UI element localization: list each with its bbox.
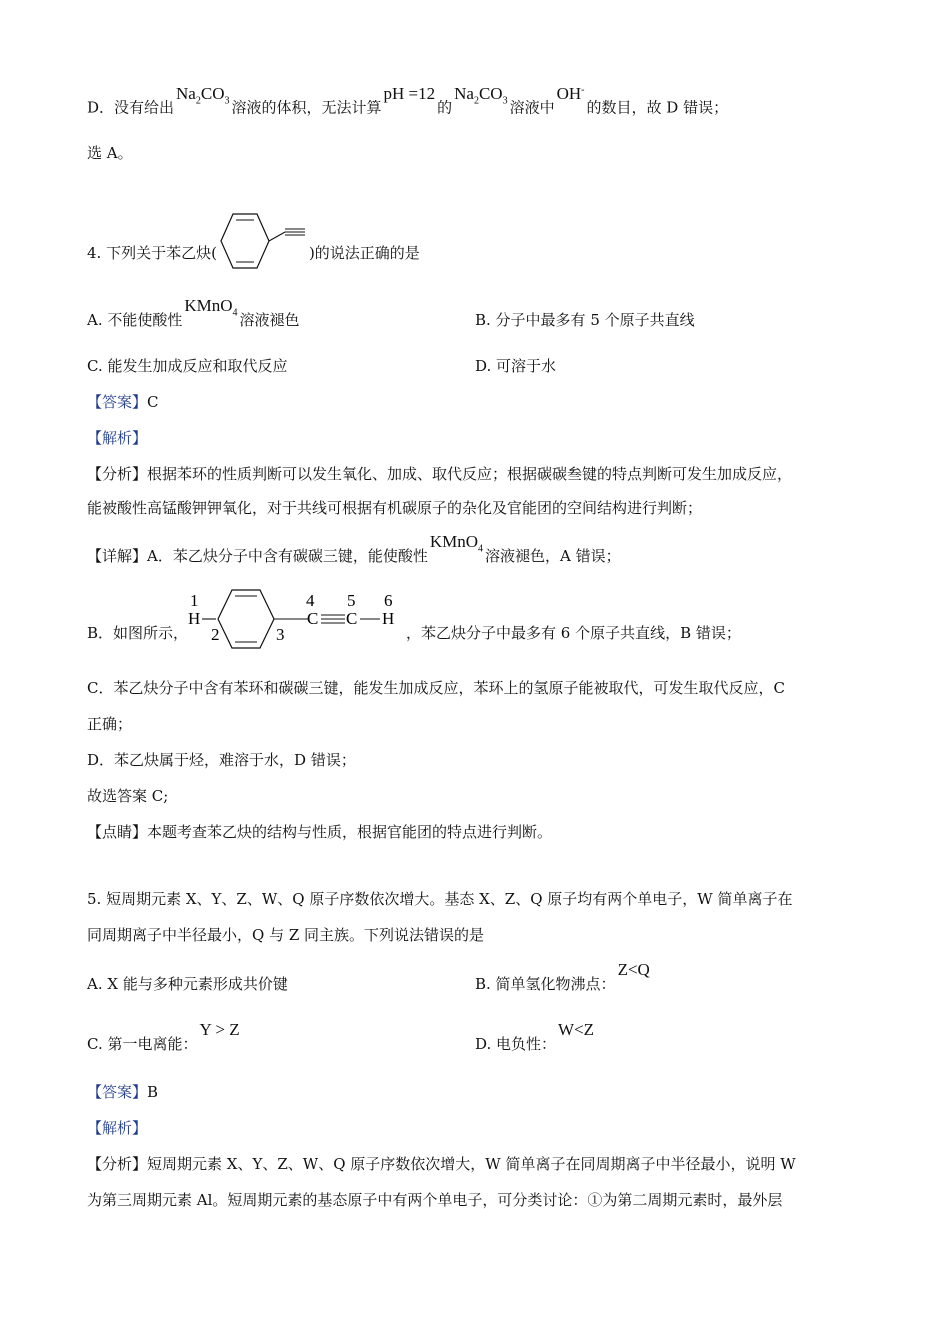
q4-detail-d: D．苯乙炔属于烃，难溶于水，D 错误； (87, 751, 356, 769)
q4-fenxi-line1: 【分析】根据苯环的性质判断可以发生氧化、加成、取代反应；根据碳碳叁键的特点判断可发生加成反应， (87, 465, 793, 483)
text: 4. 下列关于苯乙炔( (87, 244, 217, 262)
q4-option-b: B. 分子中最多有 5 个原子共直线 (475, 311, 695, 329)
formula-ph: pH =12 (383, 83, 436, 103)
formula-na2co3: $Na_2CO_3$ (176, 83, 230, 107)
svg-text:5: 5 (347, 591, 356, 610)
q4-option-d: D. 可溶于水 (475, 357, 557, 375)
q5-option-a: A. X 能与多种元素形成共价键 (87, 975, 288, 993)
q4-option-a: A. 不能使酸性KMnO$_4$ 溶液褪色 (87, 296, 300, 329)
formula-oh: OH- (556, 83, 585, 103)
q4-dianjing: 【点睛】本题考查苯乙炔的结构与性质，根据官能团的特点进行判断。 (87, 823, 553, 841)
q4-detail-b: B．如图所示， 1 H 2 3 4 C 5 C 6 H ，苯乙炔分子中最多有 6 个原子共直线，B 错误； (87, 618, 741, 650)
svg-text:H: H (382, 609, 395, 628)
q5-option-c: C. 第一电离能：Y > Z (87, 1020, 240, 1053)
q4-detail-a: 【详解】A．苯乙炔分子中含有碳碳三键，能使酸性KMnO$_4$ 溶液褪色，A 错误； (87, 532, 621, 565)
q5-answer: 【答案】B (87, 1083, 159, 1101)
svg-text:2: 2 (211, 625, 220, 644)
svg-text:1: 1 (190, 591, 199, 610)
svg-text:C: C (307, 609, 319, 628)
text: 的数目，故 D 错误； (586, 98, 729, 117)
svg-text:6: 6 (384, 591, 393, 610)
text: )的说法正确的是 (308, 244, 420, 262)
q4-option-c: C. 能发生加成反应和取代反应 (87, 357, 288, 375)
svg-text:4: 4 (306, 591, 315, 610)
q5-option-d: D. 电负性：W<Z (475, 1020, 595, 1053)
q5-stem-line1: 5. 短周期元素 X、Y、Z、W、Q 原子序数依次增大。基态 X、Z、Q 原子均有两个单电子，W 简单离子在 (87, 890, 793, 908)
q4-detail-c-line1: C．苯乙炔分子中含有苯环和碳碳三键，能发生加成反应，苯环上的氢原子能被取代，可发生取代反应，C (87, 679, 785, 697)
formula-na2co3: $Na_2CO_3$ (454, 83, 508, 107)
numbered-structure-icon (188, 588, 406, 650)
q3-option-d-explanation (87, 83, 729, 125)
text: D．没有给出 (87, 98, 175, 117)
phenylacetylene-structure-icon (217, 210, 309, 272)
q4-conclusion: 故选答案 C; (87, 787, 169, 805)
q4-fenxi-line2: 能被酸性高锰酸钾钾氧化，对于共线可根据有机碳原子的杂化及官能团的空间结构进行判断； (87, 499, 703, 517)
q4-stem (87, 236, 420, 272)
q4-detail-c-line2: 正确； (87, 715, 133, 733)
q4-analysis-heading: 【解析】 (87, 429, 148, 447)
text: 的 (437, 98, 453, 117)
svg-text:3: 3 (276, 625, 285, 644)
q5-stem-line2: 同周期离子中半径最小，Q 与 Z 同主族。下列说法错误的是 (87, 926, 485, 944)
q5-fenxi-line2: 为第三周期元素 Al。短周期元素的基态原子中有两个单电子，可分类讨论：①为第二周期元素时，最外层 (87, 1191, 783, 1209)
q5-fenxi-line1: 【分析】短周期元素 X、Y、Z、W、Q 原子序数依次增大，W 简单离子在同周期离子中半径最小，说明 W (87, 1155, 796, 1173)
svg-text:C: C (346, 609, 358, 628)
q3-final-answer: 选 A。 (87, 144, 133, 162)
text: 溶液中 (509, 98, 555, 117)
q5-analysis-heading: 【解析】 (87, 1119, 148, 1137)
q5-option-b: B. 简单氢化物沸点：Z<Q (475, 960, 650, 993)
svg-text:H: H (188, 609, 201, 628)
text: 溶液的体积，无法计算 (231, 98, 382, 117)
q4-answer: 【答案】C (87, 393, 159, 411)
